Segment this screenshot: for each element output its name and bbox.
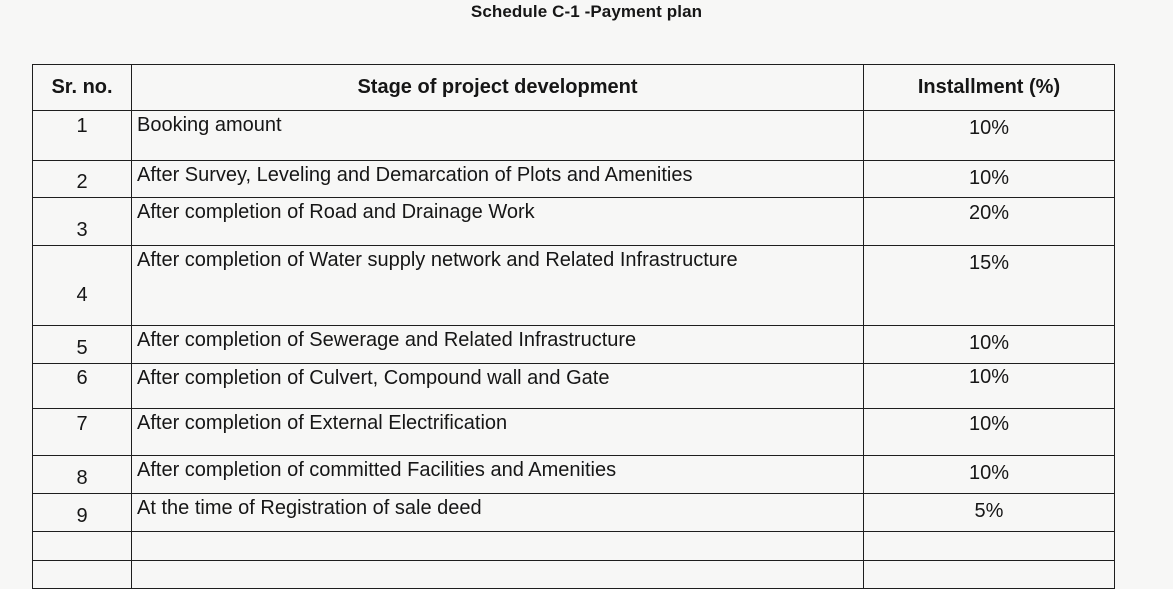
row-installment: 10% <box>864 326 1115 364</box>
empty-cell <box>33 561 132 589</box>
row-sr-no: 6 <box>33 364 132 409</box>
row-sr-no: 7 <box>33 409 132 456</box>
row-stage: After completion of committed Facilities and Amenities <box>132 456 864 494</box>
empty-cell <box>132 532 864 561</box>
row-sr-no: 9 <box>33 494 132 532</box>
table-row <box>33 198 1115 246</box>
row-installment: 10% <box>864 409 1115 456</box>
row-sr-no: 8 <box>33 456 132 494</box>
empty-table-row <box>33 561 1115 589</box>
empty-cell <box>864 532 1115 561</box>
row-stage: After completion of Culvert, Compound wall and Gate <box>132 364 864 409</box>
row-sr-no: 1 <box>33 111 132 161</box>
table-row <box>33 456 1115 494</box>
row-installment: 10% <box>864 111 1115 161</box>
empty-cell <box>33 532 132 561</box>
row-installment: 10% <box>864 161 1115 198</box>
header-installment: Installment (%) <box>864 65 1115 111</box>
row-installment: 10% <box>864 456 1115 494</box>
page-title: Schedule C-1 -Payment plan <box>470 2 703 21</box>
row-stage: At the time of Registration of sale deed <box>132 494 864 532</box>
row-stage: After completion of Road and Drainage Work <box>132 198 864 246</box>
row-sr-no: 5 <box>33 326 132 364</box>
table-row <box>33 111 1115 161</box>
empty-cell <box>132 561 864 589</box>
row-installment: 15% <box>864 246 1115 326</box>
row-stage: After Survey, Leveling and Demarcation of Plots and Amenities <box>132 161 864 198</box>
row-sr-no: 4 <box>33 246 132 326</box>
header-stage: Stage of project development <box>132 65 864 111</box>
table-row <box>33 326 1115 364</box>
row-stage: Booking amount <box>132 111 864 161</box>
row-installment: 10% <box>864 364 1115 409</box>
table-row <box>33 409 1115 456</box>
row-installment: 20% <box>864 198 1115 246</box>
row-stage: After completion of External Electrification <box>132 409 864 456</box>
empty-cell <box>864 561 1115 589</box>
table-header-row <box>33 65 1115 111</box>
table-row <box>33 364 1115 409</box>
row-sr-no: 2 <box>33 161 132 198</box>
row-stage: After completion of Water supply network and Related Infrastructure <box>132 246 864 326</box>
payment-plan-table <box>32 64 1115 589</box>
row-stage: After completion of Sewerage and Related Infrastructure <box>132 326 864 364</box>
table-row <box>33 494 1115 532</box>
header-sr-no: Sr. no. <box>33 65 132 111</box>
table-row <box>33 246 1115 326</box>
row-sr-no: 3 <box>33 198 132 246</box>
table-row <box>33 161 1115 198</box>
row-installment: 5% <box>864 494 1115 532</box>
empty-table-row <box>33 532 1115 561</box>
